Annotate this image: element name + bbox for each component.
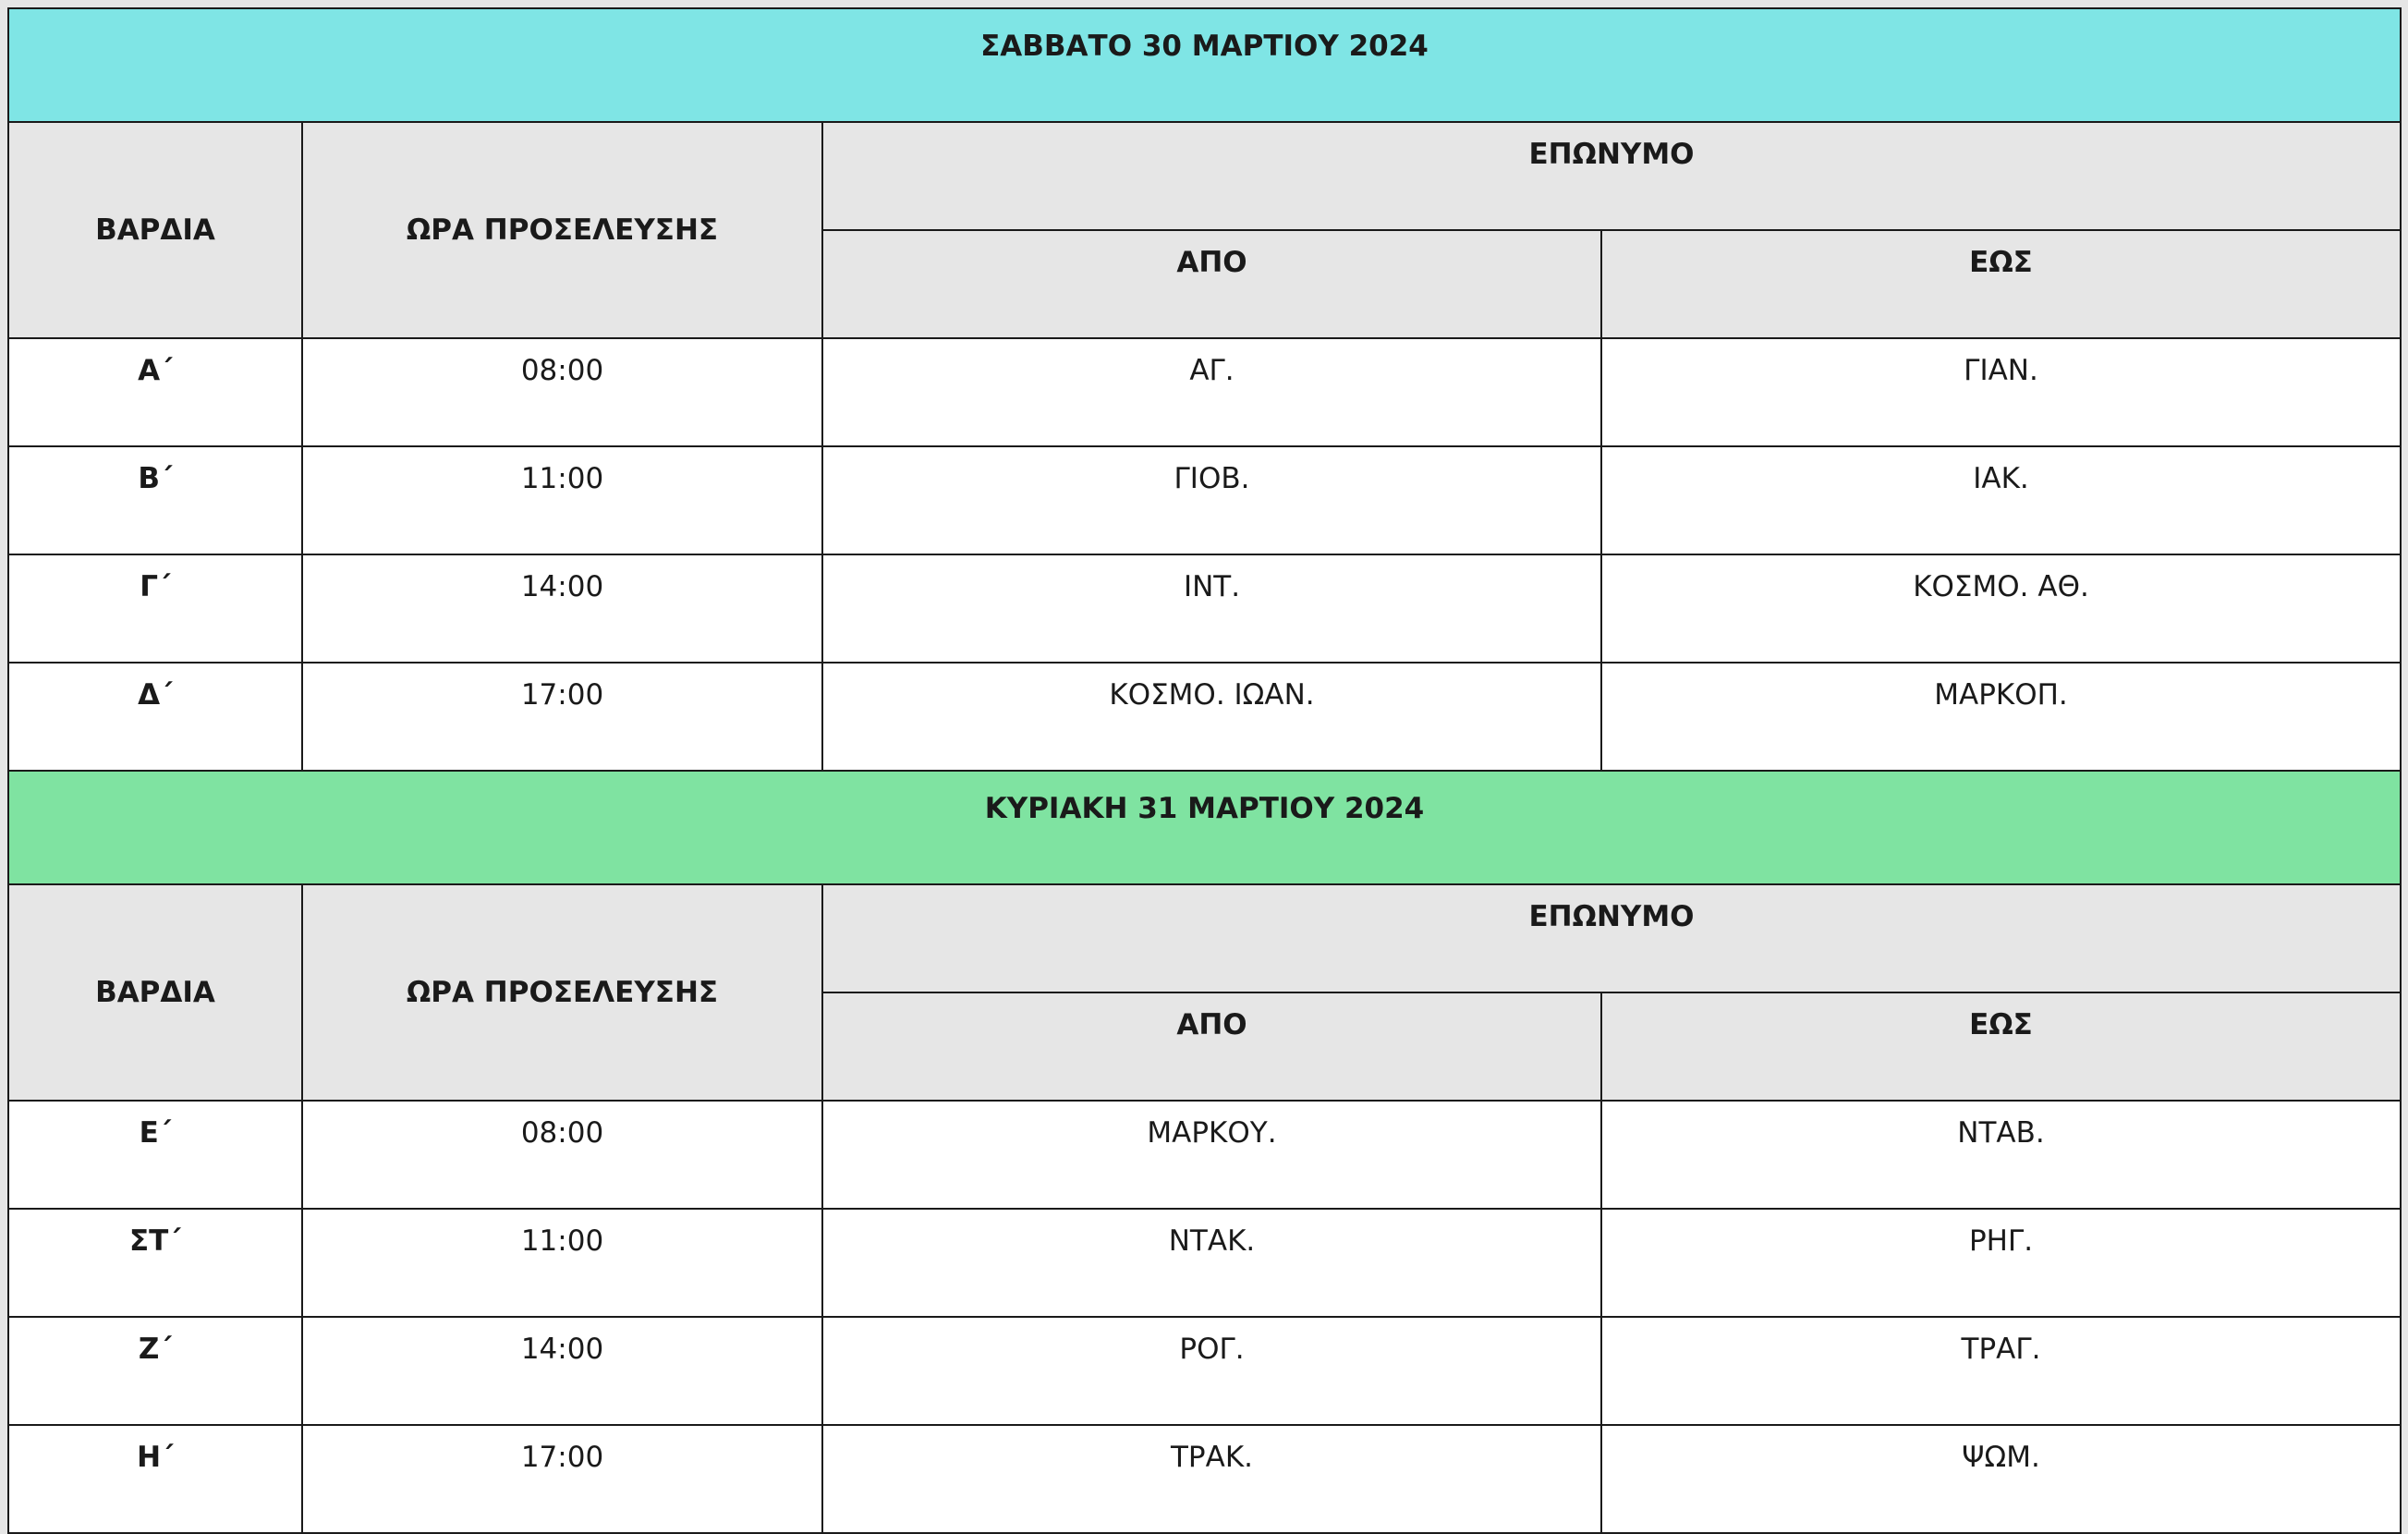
to-cell: ΓΙΑΝ.	[1601, 338, 2401, 446]
header-shift: ΒΑΡΔΙΑ	[8, 122, 302, 338]
header-to: ΕΩΣ	[1601, 230, 2401, 338]
shift-cell: Α΄	[8, 338, 302, 446]
from-cell: ΝΤΑΚ.	[822, 1209, 1601, 1317]
table-row	[8, 554, 2401, 663]
table-row	[8, 1101, 2401, 1209]
time-cell: 14:00	[302, 554, 822, 663]
shift-cell: Δ΄	[8, 663, 302, 771]
header-shift: ΒΑΡΔΙΑ	[8, 884, 302, 1101]
table-row	[8, 446, 2401, 554]
from-cell: ΤΡΑΚ.	[822, 1425, 1601, 1533]
table-row	[8, 338, 2401, 446]
from-cell: ΚΟΣΜΟ. ΙΩΑΝ.	[822, 663, 1601, 771]
shift-cell: Ζ΄	[8, 1317, 302, 1425]
header-row-top	[8, 122, 2401, 230]
shift-cell: ΣΤ΄	[8, 1209, 302, 1317]
header-from: ΑΠΟ	[822, 992, 1601, 1101]
header-arrival-time: ΩΡΑ ΠΡΟΣΕΛΕΥΣΗΣ	[302, 122, 822, 338]
time-cell: 11:00	[302, 446, 822, 554]
time-cell: 08:00	[302, 1101, 822, 1209]
table-row	[8, 1209, 2401, 1317]
day-title-row-sunday	[8, 771, 2401, 884]
to-cell: ΡΗΓ.	[1601, 1209, 2401, 1317]
to-cell: ΝΤΑΒ.	[1601, 1101, 2401, 1209]
shift-cell: Η΄	[8, 1425, 302, 1533]
schedule-sheet	[7, 7, 2400, 1534]
table-row	[8, 663, 2401, 771]
time-cell: 17:00	[302, 663, 822, 771]
time-cell: 17:00	[302, 1425, 822, 1533]
from-cell: ΙΝΤ.	[822, 554, 1601, 663]
shift-schedule-table	[7, 7, 2402, 1534]
header-surname: ΕΠΩΝΥΜΟ	[822, 884, 2401, 992]
table-row	[8, 1425, 2401, 1533]
header-row-top	[8, 884, 2401, 992]
day-title-saturday: ΣΑΒΒΑΤΟ 30 ΜΑΡΤΙΟΥ 2024	[8, 8, 2401, 122]
shift-cell: Γ΄	[8, 554, 302, 663]
shift-cell: Β΄	[8, 446, 302, 554]
time-cell: 08:00	[302, 338, 822, 446]
table-row	[8, 1317, 2401, 1425]
shift-cell: Ε΄	[8, 1101, 302, 1209]
to-cell: ΨΩΜ.	[1601, 1425, 2401, 1533]
time-cell: 11:00	[302, 1209, 822, 1317]
header-arrival-time: ΩΡΑ ΠΡΟΣΕΛΕΥΣΗΣ	[302, 884, 822, 1101]
to-cell: ΚΟΣΜΟ. ΑΘ.	[1601, 554, 2401, 663]
from-cell: ΓΙΟΒ.	[822, 446, 1601, 554]
to-cell: ΤΡΑΓ.	[1601, 1317, 2401, 1425]
header-to: ΕΩΣ	[1601, 992, 2401, 1101]
header-surname: ΕΠΩΝΥΜΟ	[822, 122, 2401, 230]
from-cell: ΑΓ.	[822, 338, 1601, 446]
to-cell: ΜΑΡΚΟΠ.	[1601, 663, 2401, 771]
day-title-sunday: ΚΥΡΙΑΚΗ 31 ΜΑΡΤΙΟΥ 2024	[8, 771, 2401, 884]
day-title-row-saturday	[8, 8, 2401, 122]
to-cell: ΙΑΚ.	[1601, 446, 2401, 554]
time-cell: 14:00	[302, 1317, 822, 1425]
from-cell: ΡΟΓ.	[822, 1317, 1601, 1425]
header-from: ΑΠΟ	[822, 230, 1601, 338]
from-cell: ΜΑΡΚΟΥ.	[822, 1101, 1601, 1209]
